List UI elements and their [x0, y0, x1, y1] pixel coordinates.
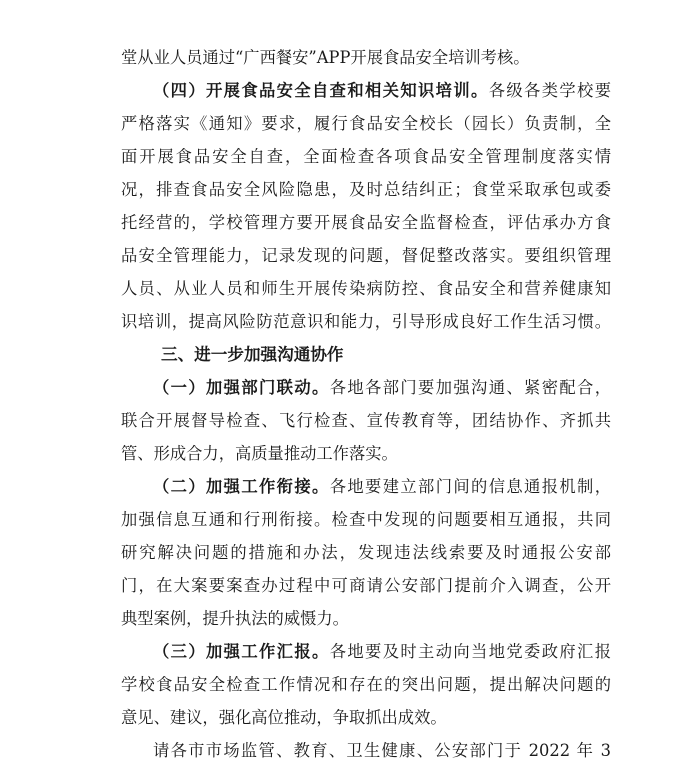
subsection-title: （三）加强工作汇报。 [153, 642, 330, 661]
text-line: 管、形成合力，高质量推动工作落实。 [121, 444, 398, 463]
subsection-three-line: （三）加强工作汇报。各地要及时主动向当地党委政府汇报 [153, 642, 611, 661]
text-line: 请各市市场监管、教育、卫生健康、公安部门于 2022 年 3 [153, 741, 611, 760]
text-line: 联合开展督导检查、飞行检查、宣传教育等，团结协作、齐抓共 [121, 411, 611, 430]
text-line: 研究解决问题的措施和办法，发现违法线索要及时通报公安部 [121, 543, 611, 562]
text-line: 况，排查食品安全风险隐患，及时总结纠正；食堂采取承包或委 [121, 180, 611, 199]
text-line: 托经营的，学校管理方要开展食品安全监督检查，评估承办方食 [121, 213, 611, 232]
text-line: 加强信息互通和行刑衔接。检查中发现的问题要相互通报，共同 [121, 510, 611, 529]
subsection-title: （一）加强部门联动。 [153, 378, 330, 397]
text-line: 品安全管理能力，记录发现的问题，督促整改落实。要组织管理 [121, 246, 611, 265]
text-line: 学校食品安全检查工作情况和存在的突出问题，提出解决问题的 [121, 675, 611, 694]
text-line: 严格落实《通知》要求，履行食品安全校长（园长）负责制，全 [121, 114, 611, 133]
subsection-four-line: （四）开展食品安全自查和相关知识培训。各级各类学校要 [153, 81, 611, 100]
subsection-two-line: （二）加强工作衔接。各地要建立部门间的信息通报机制， [153, 477, 611, 496]
section-heading: 三、进一步加强沟通协作 [161, 345, 344, 364]
text-line: 典型案例，提升执法的威慑力。 [121, 609, 349, 628]
subsection-one-line: （一）加强部门联动。各地各部门要加强沟通、紧密配合， [153, 378, 611, 397]
text-line: 门，在大案要案查办过程中可商请公安部门提前介入调查，公开 [121, 576, 611, 595]
text-line: 堂从业人员通过“广西餐安”APP开展食品安全培训考核。 [121, 48, 530, 67]
subsection-title: （四）开展食品安全自查和相关知识培训。 [153, 81, 489, 100]
subsection-title: （二）加强工作衔接。 [153, 477, 330, 496]
text-line: 识培训，提高风险防范意识和能力，引导形成良好工作生活习惯。 [121, 312, 611, 331]
text-line: 面开展食品安全自查，全面检查各项食品安全管理制度落实情 [121, 147, 611, 166]
text-line: 意见、建议，强化高位推动，争取抓出成效。 [121, 708, 447, 727]
text-line: 人员、从业人员和师生开展传染病防控、食品安全和营养健康知 [121, 279, 611, 298]
